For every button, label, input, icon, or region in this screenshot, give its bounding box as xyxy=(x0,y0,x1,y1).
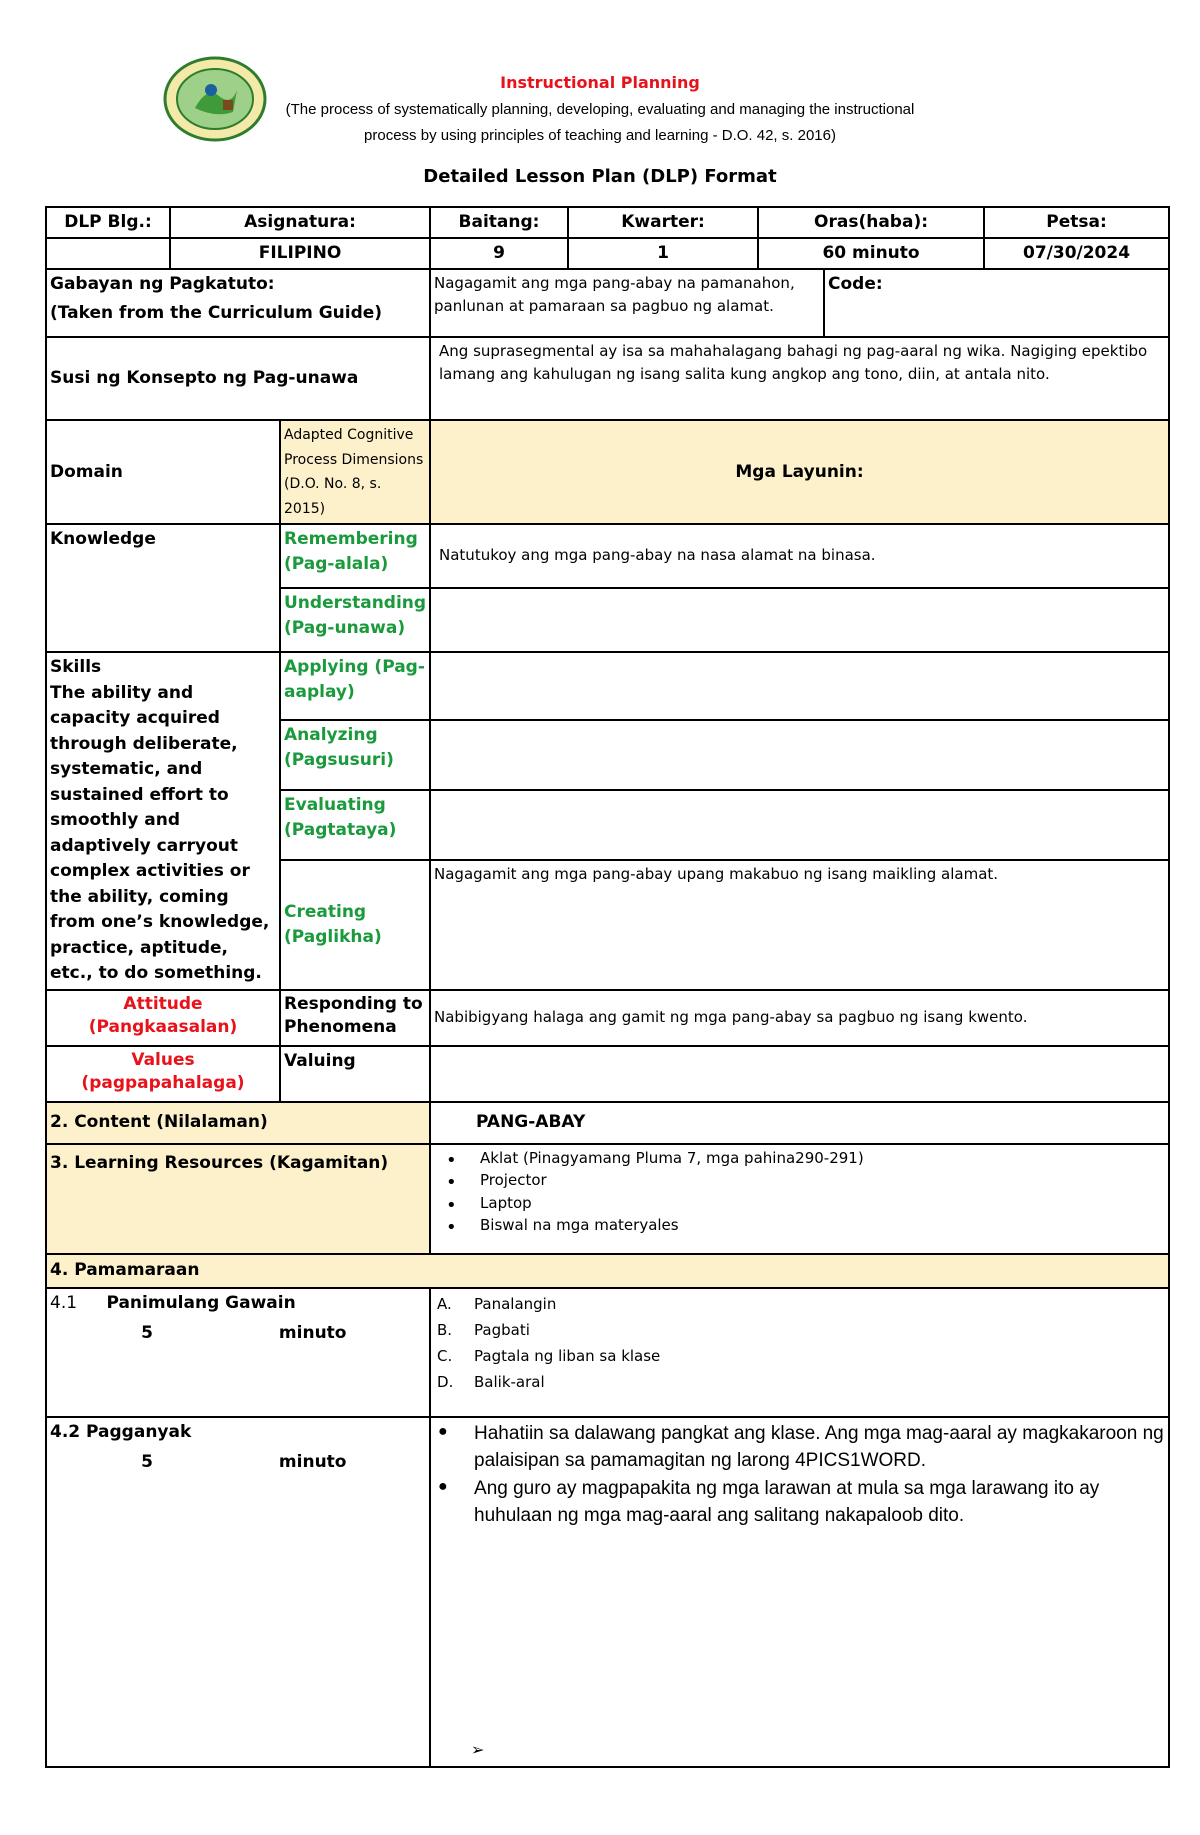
domain-header: Domain xyxy=(46,420,280,524)
kwarter-value: 1 xyxy=(568,238,758,269)
panimulang-row xyxy=(46,1288,1169,1417)
pamamaraan-row xyxy=(46,1254,1169,1288)
resource-item: • Biswal na mga materyales xyxy=(480,1214,1165,1237)
gabayan-label xyxy=(46,269,430,337)
evaluating-objective xyxy=(430,790,1169,860)
kwarter-label: Kwarter: xyxy=(568,207,758,238)
baitang-value: 9 xyxy=(430,238,568,269)
step-item: B. Pagbati xyxy=(474,1317,1165,1343)
step-item: A. Panalangin xyxy=(474,1291,1165,1317)
analyzing-dimension: Analyzing (Pagsusuri) xyxy=(280,720,430,790)
petsa-value: 07/30/2024 xyxy=(984,238,1169,269)
oras-label: Oras(haba): xyxy=(758,207,984,238)
dlp-blg-label: DLP Blg.: xyxy=(46,207,170,238)
pagganyak-row xyxy=(46,1417,1169,1767)
pagganyak-time xyxy=(50,1450,426,1475)
pamamaraan-label: 4. Pamamaraan xyxy=(46,1254,1169,1288)
panimulang-steps xyxy=(434,1291,1165,1396)
resource-item: • Laptop xyxy=(480,1192,1165,1215)
content-row xyxy=(46,1102,1169,1144)
skills-domain-description: The ability and capacity acquired through deliberate, systematic, and sustained effort to smoothly and adaptively carryout complex activities or the ability, coming from one’s knowledge, practice, aptitude, etc., to do something. xyxy=(50,682,270,983)
dlp-format-title: Detailed Lesson Plan (DLP) Format xyxy=(423,166,777,187)
panimulang-minutes: 5 xyxy=(141,1323,153,1344)
lesson-plan-table xyxy=(45,206,1170,1768)
dlp-blg-value xyxy=(46,238,170,269)
pagganyak-item: ● Hahatiin sa dalawang pangkat ang klase. Ang mga mag-aaral ay magkakaroon ng palaisipan sa pamamagitan ng larong 4PICS1WORD. xyxy=(474,1420,1165,1475)
gabayan-row xyxy=(46,269,1169,337)
pagganyak-label-cell xyxy=(46,1417,430,1767)
asignatura-value: FILIPINO xyxy=(170,238,430,269)
content-label: 2. Content (Nilalaman) xyxy=(46,1102,430,1144)
pagganyak-steps-cell xyxy=(430,1417,1169,1767)
objectives-header-row xyxy=(46,420,1169,524)
pagganyak-label: 4.2 Pagganyak xyxy=(50,1421,192,1442)
pagganyak-unit: minuto xyxy=(278,1452,347,1473)
step-item: D. Balik-aral xyxy=(474,1369,1165,1395)
step-item: C. Pagtala ng liban sa klase xyxy=(474,1343,1165,1369)
pagganyak-steps xyxy=(434,1420,1165,1530)
creating-objective: Nagagamit ang mga pang-abay upang makabuo ng isang maikling alamat. xyxy=(430,860,1169,989)
skills-applying-row xyxy=(46,652,1169,720)
attitude-domain: Attitude (Pangkaasalan) xyxy=(46,990,280,1046)
gabayan-label-line2: (Taken from the Curriculum Guide) xyxy=(50,302,383,323)
pagganyak-minutes: 5 xyxy=(141,1452,153,1473)
pagganyak-item: ● Ang guro ay magpapakita ng mga larawan at mula sa mga larawang ito ay huhulaan ng mga mag-aaral ang salitang nakapaloob dito. xyxy=(474,1475,1165,1530)
panimulang-unit: minuto xyxy=(278,1323,347,1344)
arrow-bullet-icon: ➢ xyxy=(471,1740,485,1760)
panimulang-time xyxy=(50,1321,426,1346)
skills-domain-title: Skills xyxy=(50,657,102,677)
remembering-objective: Natutukoy ang mga pang-abay na nasa alamat na binasa. xyxy=(430,524,1169,588)
gabayan-label-line1: Gabayan ng Pagkatuto: xyxy=(50,274,275,294)
creating-dimension: Creating (Paglikha) xyxy=(280,860,430,989)
panimulang-label-cell xyxy=(46,1288,430,1417)
panimulang-label: Panimulang Gawain xyxy=(106,1292,296,1313)
understanding-objective xyxy=(430,588,1169,652)
applying-objective xyxy=(430,652,1169,720)
oras-value: 60 minuto xyxy=(758,238,984,269)
panimulang-number: 4.1 xyxy=(50,1292,78,1313)
resources-list xyxy=(434,1147,1165,1237)
panimulang-heading xyxy=(50,1291,426,1316)
knowledge-remembering-row xyxy=(46,524,1169,588)
knowledge-domain: Knowledge xyxy=(46,524,280,652)
values-objective xyxy=(430,1046,1169,1102)
analyzing-objective xyxy=(430,720,1169,790)
panimulang-steps-cell xyxy=(430,1288,1169,1417)
adapted-dimensions-header: Adapted Cognitive Process Dimensions (D.O. No. 8, s. 2015) xyxy=(280,420,430,524)
info-label-row xyxy=(46,207,1169,238)
mga-layunin-header: Mga Layunin: xyxy=(430,420,1169,524)
resources-label: 3. Learning Resources (Kagamitan) xyxy=(46,1144,430,1254)
skills-domain xyxy=(46,652,280,990)
attitude-row xyxy=(46,990,1169,1046)
code-label: Code: xyxy=(824,269,1169,337)
susi-label: Susi ng Konsepto ng Pag-unawa xyxy=(46,337,430,420)
understanding-dimension: Understanding (Pag-unawa) xyxy=(280,588,430,652)
values-row xyxy=(46,1046,1169,1102)
asignatura-label: Asignatura: xyxy=(170,207,430,238)
info-value-row xyxy=(46,238,1169,269)
petsa-label: Petsa: xyxy=(984,207,1169,238)
susi-text: Ang suprasegmental ay isa sa mahahalagang bahagi ng pag-aaral ng wika. Nagiging epektibo lamang ang kahulugan ng isang salita kung angkop ang tono, diin, at antala nito. xyxy=(430,337,1169,420)
attitude-dimension: Responding to Phenomena xyxy=(280,990,430,1046)
remembering-dimension: Remembering (Pag-alala) xyxy=(280,524,430,588)
attitude-objective: Nabibigyang halaga ang gamit ng mga pang-abay sa pagbuo ng isang kwento. xyxy=(430,990,1169,1046)
resource-item: • Projector xyxy=(480,1169,1165,1192)
values-dimension: Valuing xyxy=(280,1046,430,1102)
gabayan-text: Nagagamit ang mga pang-abay na pamanahon, panlunan at pamaraan sa pagbuo ng alamat. xyxy=(430,269,824,337)
applying-dimension: Applying (Pag-aaplay) xyxy=(280,652,430,720)
resource-item: • Aklat (Pinagyamang Pluma 7, mga pahina290-291) xyxy=(480,1147,1165,1170)
susi-row xyxy=(46,337,1169,420)
page-title: Instructional Planning xyxy=(500,73,700,92)
subtitle-line-2: process by using principles of teaching and learning - D.O. 42, s. 2016) xyxy=(364,127,836,144)
content-value: PANG-ABAY xyxy=(430,1102,1169,1144)
resources-list-cell xyxy=(430,1144,1169,1254)
baitang-label: Baitang: xyxy=(430,207,568,238)
evaluating-dimension: Evaluating (Pagtataya) xyxy=(280,790,430,860)
subtitle-line-1: (The process of systematically planning, developing, evaluating and managing the instructional xyxy=(285,101,915,118)
values-domain: Values (pagpapahalaga) xyxy=(46,1046,280,1102)
resources-row xyxy=(46,1144,1169,1254)
